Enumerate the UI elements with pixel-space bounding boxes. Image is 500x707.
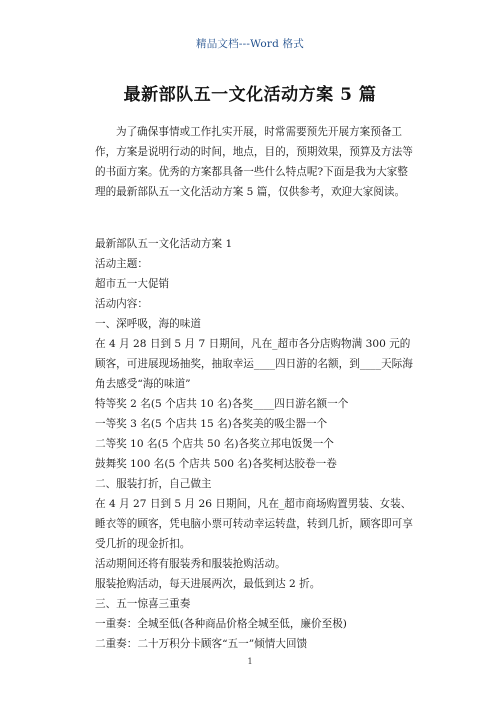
body-line: 一重奏：全城至低(各种商品价格全城至低，廉价至极): [95, 618, 347, 630]
page-number: 1: [247, 657, 253, 666]
prize-line: 鼓舞奖 100 名(5 个店共 500 名)各奖柯达胶卷一卷: [95, 458, 337, 470]
subheading: 三、五一惊喜三重奏: [95, 598, 191, 610]
section-spacer: [95, 202, 415, 234]
body-paragraph: 在 4 月 27 日到 5 月 26 日期间，凡在_超市商场购置男装、女装、睡衣等的顾客，凭电脑小票可转动幸运转盘，转到几折，顾客即可享受几折的现金折扣。: [95, 498, 413, 550]
subheading: 二、服装打折，自己做主: [95, 478, 212, 490]
body-line: 超市五一大促销: [95, 278, 170, 290]
prize-line: 一等奖 3 名(5 个店共 15 名)各奖美的吸尘器一个: [95, 418, 328, 430]
prize-line: 特等奖 2 名(5 个店共 10 名)各奖____四日游名额一个: [95, 398, 349, 410]
section-heading: 最新部队五一文化活动方案 1: [95, 238, 233, 250]
document-header: 精品文档---Word 格式: [196, 38, 304, 50]
body-line: 活动期间还将有服装秀和服装抢购活动。: [95, 558, 286, 570]
prize-line: 二等奖 10 名(5 个店共 50 名)各奖立邦电饭煲一个: [95, 438, 334, 450]
body-line: 活动内容：: [95, 298, 148, 310]
intro-paragraph: 为了确保事情或工作扎实开展，时常需要预先开展方案预备工作，方案是说明行动的时间，地点，目的，预期效果，预算及方法等的书面方案。优秀的方案都具备一些什么特点呢?下面是我为大家整理的最新部队五一文化活动方案 5 篇，仅供参考，欢迎大家阅读。: [95, 126, 413, 198]
subheading: 一、深呼吸，海的味道: [95, 318, 201, 330]
body-line: 服装抢购活动，每天进展两次，最低到达 2 折。: [95, 578, 321, 590]
document-body: [95, 122, 415, 654]
body-paragraph: 在 4 月 28 日到 5 月 7 日期间，凡在_超市各分店购物满 300 元的顾客，可进展现场抽奖，抽取幸运____四日游的名额，到____天际海角去感受“海的味道”: [95, 338, 413, 390]
body-line: 活动主题：: [95, 258, 148, 270]
document-title: 最新部队五一文化活动方案 5 篇: [123, 85, 377, 105]
body-line: 二重奏：二十万积分卡顾客“五一”倾情大回馈: [95, 638, 308, 650]
